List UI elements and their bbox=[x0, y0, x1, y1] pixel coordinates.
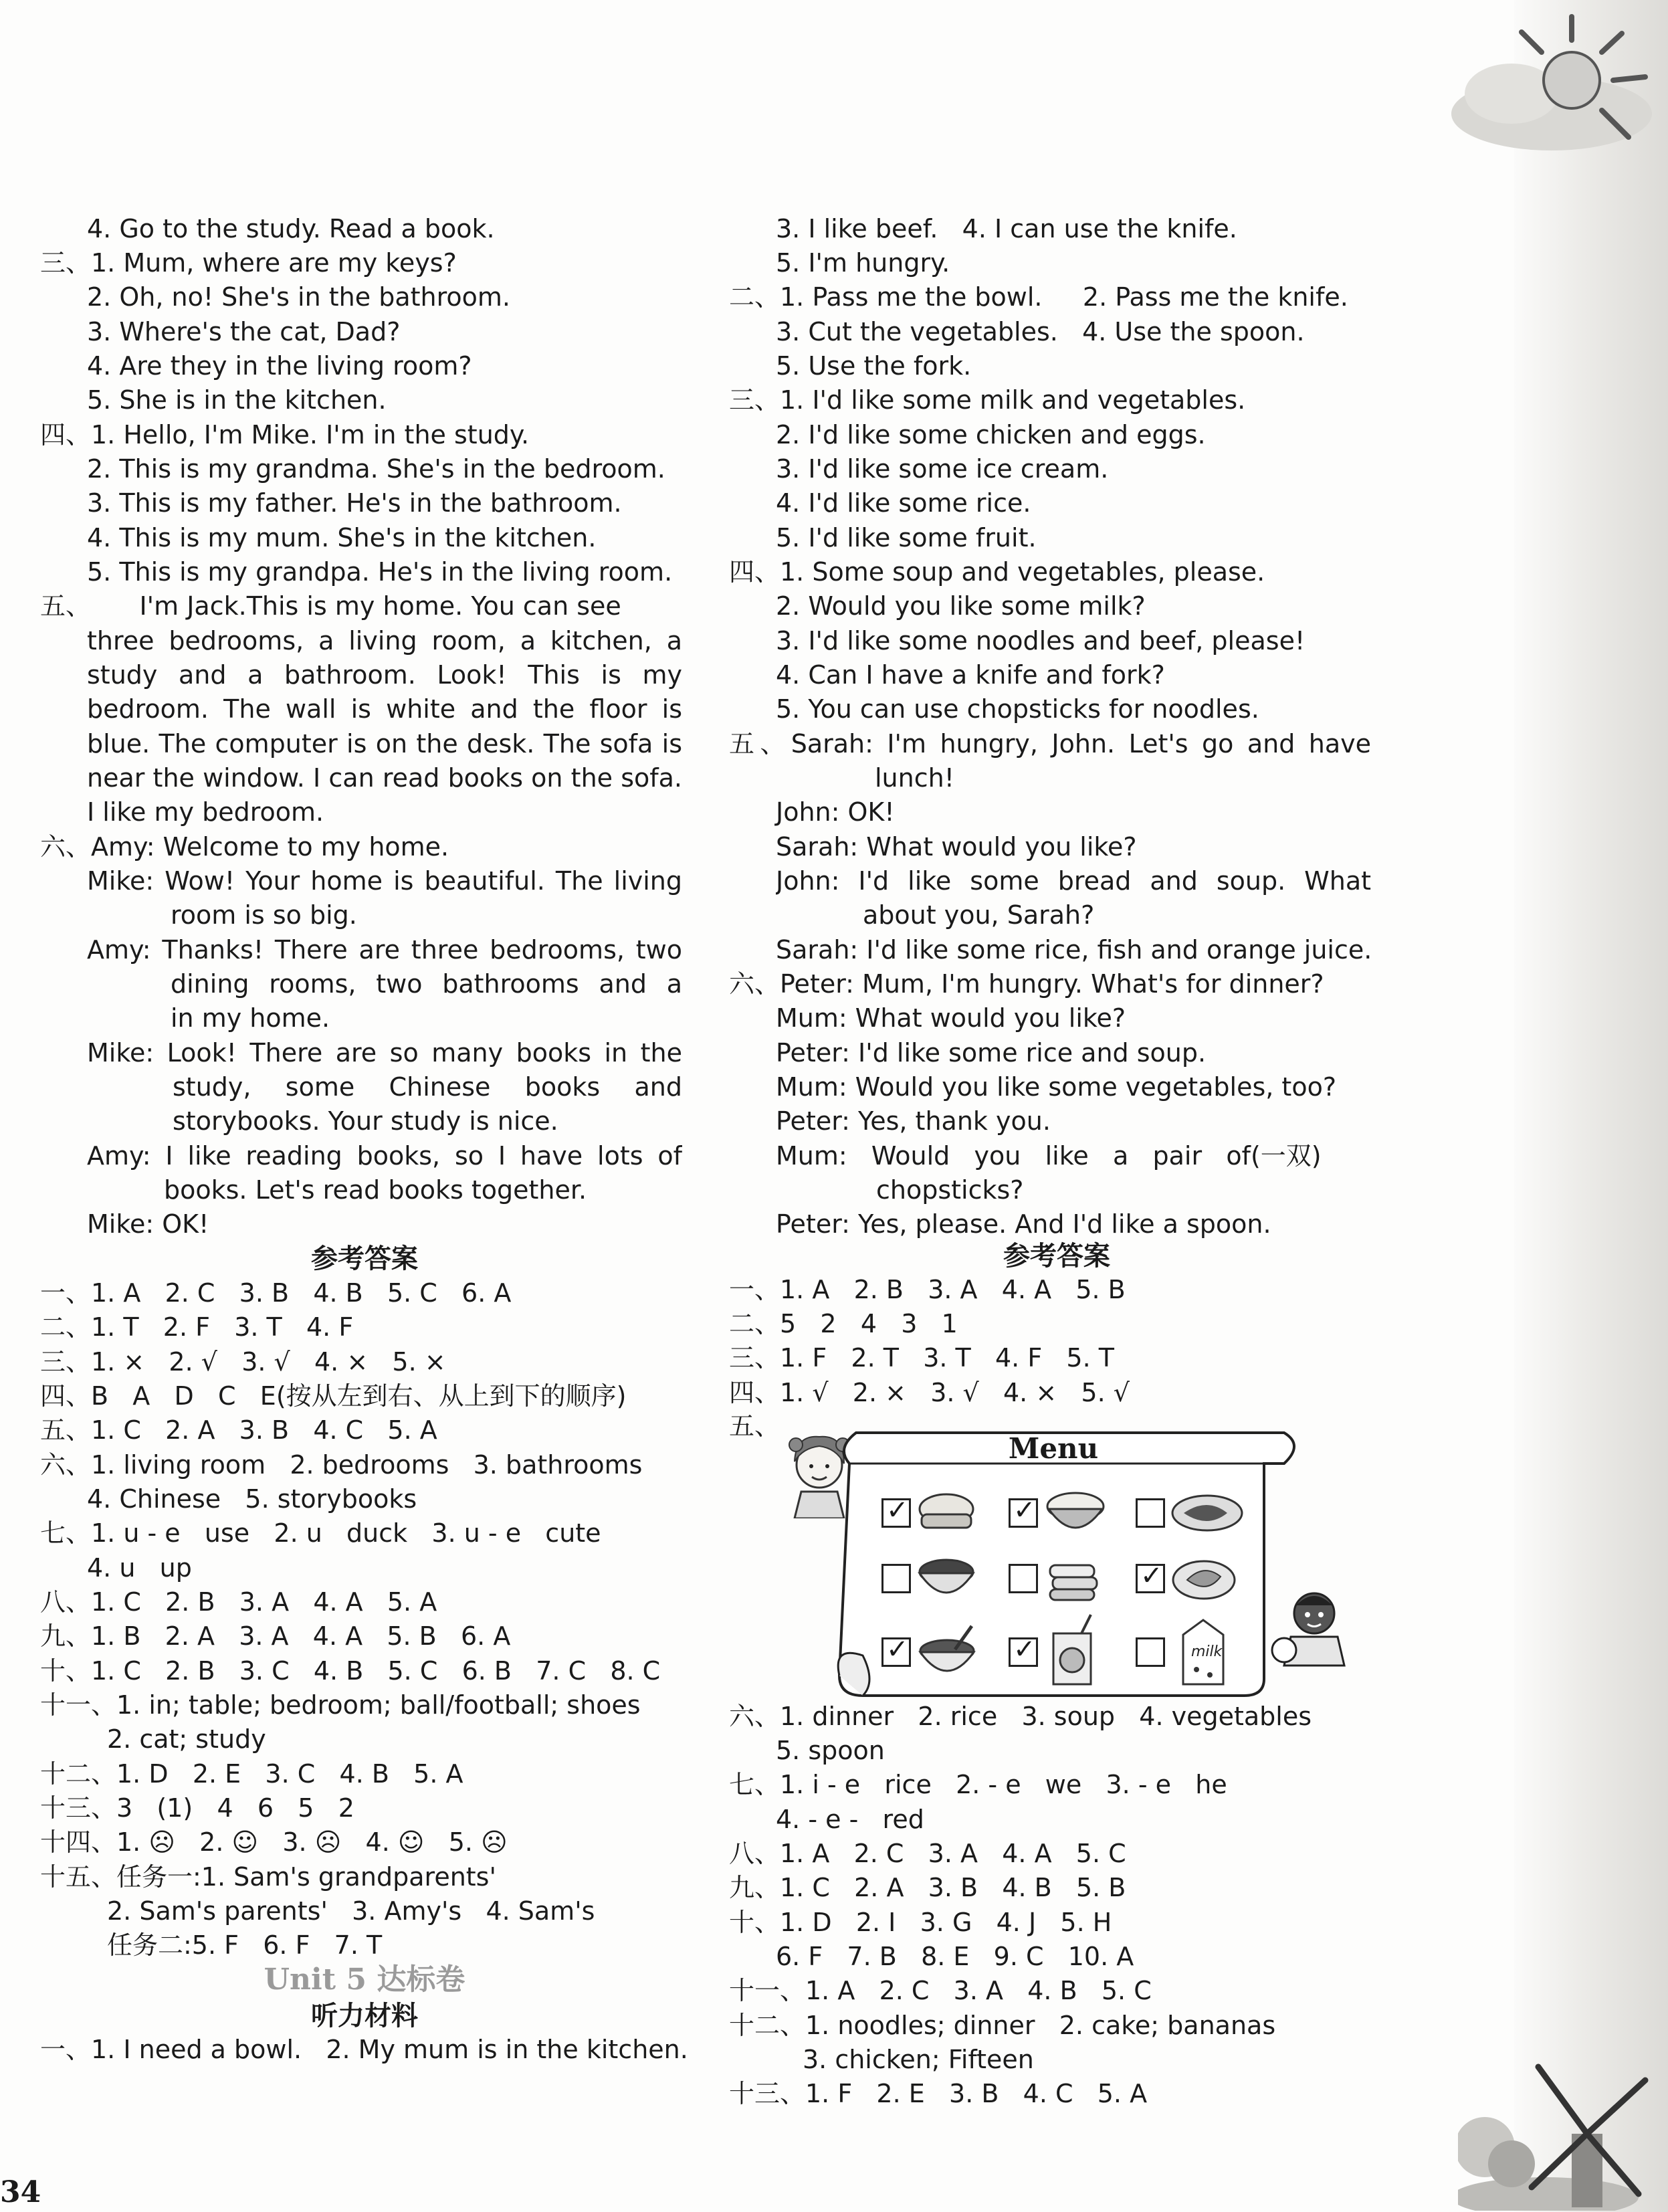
check-mark-icon: ✓ bbox=[1013, 1495, 1036, 1526]
check-mark-icon: ✓ bbox=[1140, 1561, 1163, 1591]
text-line: 六、Peter: Mum, I'm hungry. What's for dinner? bbox=[729, 969, 1324, 999]
answer-line: 一、1. A 2. B 3. A 4. A 5. B bbox=[729, 1275, 1126, 1304]
text-line: I like my bedroom. bbox=[87, 797, 324, 827]
text-line: 5. I'm hungry. bbox=[776, 248, 950, 278]
answer-line: 十三、3 (1) 4 6 5 2 bbox=[40, 1793, 354, 1823]
answer-line: 九、1. B 2. A 3. A 4. A 5. B 6. A bbox=[40, 1621, 511, 1651]
answer-line: 4. Chinese 5. storybooks bbox=[87, 1484, 417, 1514]
text-line: 一、1. I need a bowl. 2. My mum is in the kitchen. bbox=[40, 2035, 688, 2064]
text-line: 五、Sarah: I'm hungry, John. Let's go and have bbox=[729, 729, 1371, 759]
answer-line: 一、1. A 2. C 3. B 4. B 5. C 6. A bbox=[40, 1278, 512, 1308]
bread-icon bbox=[916, 1489, 976, 1537]
menu-illustration bbox=[783, 1425, 1311, 1706]
answer-line: 四、1. √ 2. × 3. √ 4. × 5. √ bbox=[729, 1378, 1130, 1407]
page-margin-strip bbox=[1514, 0, 1668, 2212]
answer-line: 十三、1. F 2. E 3. B 4. C 5. A bbox=[729, 2079, 1148, 2108]
text-line: chopsticks? bbox=[876, 1175, 1024, 1205]
text-line: 3. This is my father. He's in the bathroom. bbox=[87, 488, 622, 518]
text-line: about you, Sarah? bbox=[863, 900, 1095, 930]
answer-line: 十一、1. in; table; bedroom; ball/football; shoes bbox=[40, 1690, 641, 1720]
soup-icon bbox=[915, 1623, 979, 1679]
menu-checkbox[interactable] bbox=[881, 1495, 911, 1528]
text-line: 4. This is my mum. She's in the kitchen. bbox=[87, 523, 597, 552]
text-line: 3. I'd like some ice cream. bbox=[776, 454, 1109, 484]
text-line: Mum: What would you like? bbox=[776, 1003, 1126, 1033]
answer-line: 四、B A D C E(按从左到右、从上到下的顺序) bbox=[40, 1381, 627, 1411]
answer-line: 二、5 2 4 3 1 bbox=[729, 1309, 958, 1338]
check-mark-icon: ✓ bbox=[1013, 1634, 1036, 1665]
menu-checkbox[interactable] bbox=[1136, 1498, 1165, 1528]
answer-line: 十、1. C 2. B 3. C 4. B 5. C 6. B 7. C 8. C bbox=[40, 1656, 661, 1686]
text-line: study and a bathroom. Look! This is my bbox=[87, 660, 682, 690]
text-line: blue. The computer is on the desk. The sofa is bbox=[87, 729, 682, 759]
answer-line: 五、1. C 2. A 3. B 4. C 5. A bbox=[40, 1415, 437, 1445]
windmill-icon bbox=[1458, 2047, 1665, 2211]
text-line: 六、Amy: Welcome to my home. bbox=[40, 832, 449, 862]
text-line: 二、1. Pass me the bowl. 2. Pass me the knife. bbox=[729, 282, 1348, 312]
answer-line: 九、1. C 2. A 3. B 4. B 5. B bbox=[729, 1873, 1126, 1902]
text-line: 四、1. Hello, I'm Mike. I'm in the study. bbox=[40, 420, 530, 449]
text-line: 四、1. Some soup and vegetables, please. bbox=[729, 557, 1265, 587]
text-line: three bedrooms, a living room, a kitchen, a bbox=[87, 626, 682, 656]
text-line: bedroom. The wall is white and the floor is bbox=[87, 694, 682, 724]
text-line: Mike: OK! bbox=[87, 1209, 209, 1239]
answer-line: 二、1. T 2. F 3. T 4. F bbox=[40, 1312, 354, 1342]
text-line: books. Let's read books together. bbox=[164, 1175, 587, 1205]
text-line: 3. I'd like some noodles and beef, please! bbox=[776, 626, 1306, 656]
answer-line: 2. cat; study bbox=[107, 1724, 266, 1754]
answer-heading: 参考答案 bbox=[311, 1243, 418, 1274]
menu-checkbox[interactable] bbox=[1009, 1564, 1038, 1593]
text-line: 5. Use the fork. bbox=[776, 351, 972, 381]
answer-line: 5. spoon bbox=[776, 1736, 885, 1765]
answer-line: 五、 bbox=[729, 1411, 780, 1441]
text-line: 4. Can I have a knife and fork? bbox=[776, 660, 1165, 690]
fish-icon bbox=[1170, 1490, 1244, 1536]
menu-checkbox[interactable] bbox=[1009, 1634, 1038, 1667]
text-line: John: OK! bbox=[776, 797, 895, 827]
text-line: 5. She is in the kitchen. bbox=[87, 385, 387, 415]
menu-checkbox[interactable] bbox=[881, 1564, 911, 1593]
text-line: 五、 I'm Jack.This is my home. You can see bbox=[40, 591, 621, 621]
text-line: 4. Go to the study. Read a book. bbox=[87, 214, 495, 243]
menu-checkbox[interactable] bbox=[1009, 1495, 1038, 1528]
text-line: John: I'd like some bread and soup. What bbox=[776, 866, 1371, 896]
unit-title: Unit 5 达标卷 bbox=[264, 1963, 465, 1997]
text-line: 3. I like beef. 4. I can use the knife. bbox=[776, 214, 1237, 243]
text-line: 2. Would you like some milk? bbox=[776, 591, 1146, 621]
text-line: study, some Chinese books and bbox=[173, 1072, 682, 1102]
text-line: 4. I'd like some rice. bbox=[776, 488, 1031, 518]
answer-line: 三、1. F 2. T 3. T 4. F 5. T bbox=[729, 1343, 1114, 1373]
text-line: Peter: Yes, please. And I'd like a spoon. bbox=[776, 1209, 1271, 1239]
text-line: room is so big. bbox=[171, 900, 357, 930]
milk-label: milk bbox=[1191, 1643, 1223, 1660]
answer-line: 十二、1. D 2. E 3. C 4. B 5. A bbox=[40, 1759, 463, 1789]
answer-line: 十五、任务一:1. Sam's grandparents' bbox=[40, 1862, 496, 1892]
text-line: Sarah: What would you like? bbox=[776, 832, 1137, 862]
milk-icon bbox=[1173, 1615, 1233, 1688]
answer-line: 6. F 7. B 8. E 9. C 10. A bbox=[776, 1942, 1134, 1971]
text-line: 2. This is my grandma. She's in the bedroom. bbox=[87, 454, 665, 484]
text-line: storybooks. Your study is nice. bbox=[173, 1106, 558, 1136]
page-number: 34 bbox=[0, 2175, 41, 2209]
check-mark-icon: ✓ bbox=[886, 1634, 909, 1665]
text-line: 2. I'd like some chicken and eggs. bbox=[776, 420, 1206, 449]
answer-line: 十二、1. noodles; dinner 2. cake; bananas bbox=[729, 2011, 1276, 2040]
answer-line: 3. chicken; Fifteen bbox=[803, 2045, 1034, 2074]
chicken-icon bbox=[1170, 1553, 1237, 1604]
answer-line: 七、1. u - e use 2. u duck 3. u - e cute bbox=[40, 1518, 601, 1548]
text-line: lunch! bbox=[875, 763, 954, 793]
answer-line: 4. u up bbox=[87, 1553, 192, 1583]
answer-line: 十、1. D 2. I 3. G 4. J 5. H bbox=[729, 1908, 1112, 1937]
text-line: 三、1. I'd like some milk and vegetables. bbox=[729, 385, 1246, 415]
text-line: Amy: Thanks! There are three bedrooms, two bbox=[87, 935, 682, 965]
text-line: dining rooms, two bathrooms and a bbox=[171, 969, 682, 999]
text-line: 5. This is my grandpa. He's in the living room. bbox=[87, 557, 673, 587]
answer-line: 2. Sam's parents' 3. Amy's 4. Sam's bbox=[107, 1896, 595, 1926]
text-line: 2. Oh, no! She's in the bathroom. bbox=[87, 282, 510, 312]
answer-line: 三、1. × 2. √ 3. √ 4. × 5. × bbox=[40, 1347, 446, 1377]
answer-line: 任务二:5. F 6. F 7. T bbox=[107, 1930, 383, 1960]
orange-juice-icon bbox=[1047, 1613, 1100, 1687]
text-line: Peter: I'd like some rice and soup. bbox=[776, 1038, 1207, 1068]
text-line: Sarah: I'd like some rice, fish and orange juice. bbox=[776, 935, 1372, 965]
listening-heading: 听力材料 bbox=[311, 2000, 418, 2031]
text-line: 3. Cut the vegetables. 4. Use the spoon. bbox=[776, 317, 1305, 346]
menu-checkbox[interactable] bbox=[881, 1634, 911, 1667]
answer-line: 十四、1. ☹ 2. ☺ 3. ☹ 4. ☺ 5. ☹ bbox=[40, 1827, 508, 1857]
text-line: Mike: Wow! Your home is beautiful. The living bbox=[87, 866, 682, 896]
text-line: Mum: Would you like a pair of(一双) bbox=[776, 1141, 1322, 1171]
answer-line: 七、1. i - e rice 2. - e we 3. - e he bbox=[729, 1770, 1227, 1799]
answer-line: 4. - e - red bbox=[776, 1805, 924, 1834]
menu-checkbox[interactable] bbox=[1136, 1637, 1165, 1667]
text-line: 5. I'd like some fruit. bbox=[776, 523, 1037, 552]
text-line: Mike: Look! There are so many books in the bbox=[87, 1038, 682, 1068]
text-line: Amy: I like reading books, so I have lots of bbox=[87, 1141, 682, 1171]
answer-line: 八、1. A 2. C 3. A 4. A 5. C bbox=[729, 1839, 1126, 1868]
text-line: Mum: Would you like some vegetables, too? bbox=[776, 1072, 1336, 1102]
answer-heading: 参考答案 bbox=[1003, 1240, 1110, 1272]
text-line: 4. Are they in the living room? bbox=[87, 351, 472, 381]
text-line: 3. Where's the cat, Dad? bbox=[87, 317, 401, 346]
boy-icon bbox=[1271, 1587, 1358, 1667]
menu-title: Menu bbox=[1008, 1432, 1099, 1465]
text-line: 三、1. Mum, where are my keys? bbox=[40, 248, 457, 278]
sun-icon bbox=[1438, 13, 1659, 167]
answer-line: 八、1. C 2. B 3. A 4. A 5. A bbox=[40, 1587, 437, 1617]
text-line: near the window. I can read books on the sofa. bbox=[87, 763, 682, 793]
text-line: Peter: Yes, thank you. bbox=[776, 1106, 1051, 1136]
answer-line: 六、1. dinner 2. rice 3. soup 4. vegetables bbox=[729, 1702, 1312, 1731]
answer-line: 十一、1. A 2. C 3. A 4. B 5. C bbox=[729, 1976, 1152, 2005]
check-mark-icon: ✓ bbox=[886, 1495, 909, 1526]
bread-slices-icon bbox=[1043, 1552, 1104, 1605]
answer-line: 六、1. living room 2. bedrooms 3. bathrooms bbox=[40, 1450, 643, 1480]
rice-icon bbox=[1043, 1486, 1108, 1540]
text-line: in my home. bbox=[171, 1003, 330, 1033]
noodles-icon bbox=[916, 1552, 976, 1605]
menu-checkbox[interactable] bbox=[1136, 1561, 1165, 1593]
text-line: 5. You can use chopsticks for noodles. bbox=[776, 694, 1259, 724]
